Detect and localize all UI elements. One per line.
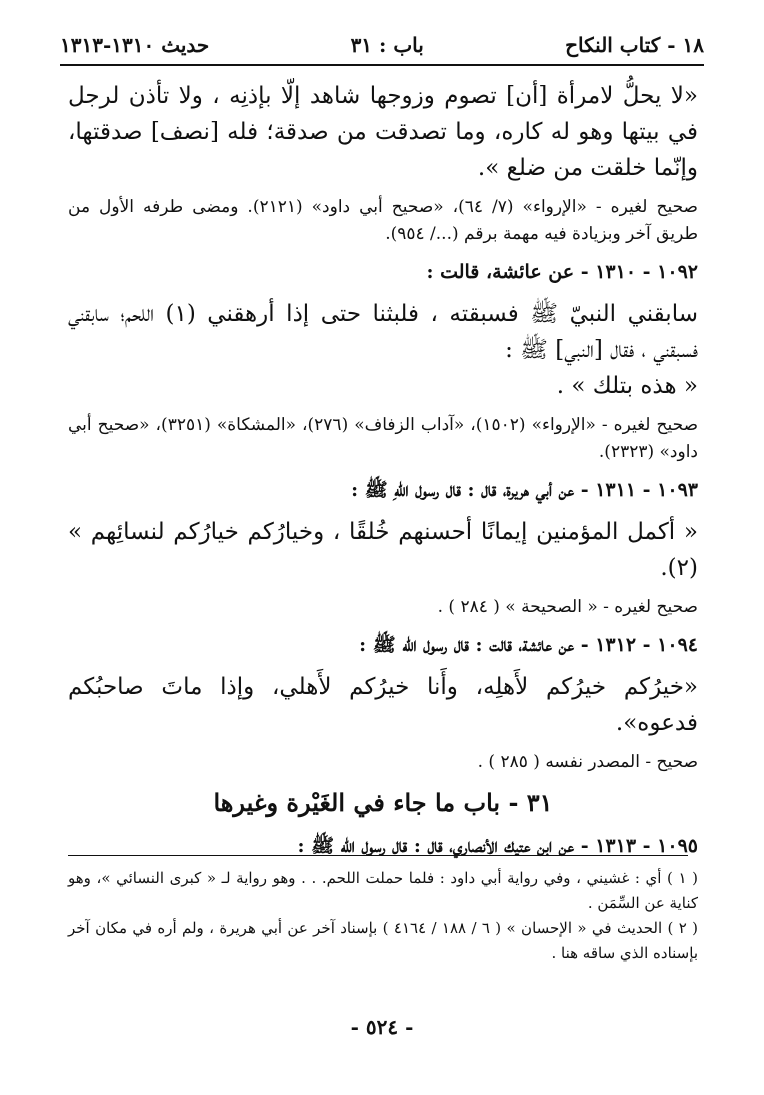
header-hadith-range: حديث ١٣١٠-١٣١٣: [60, 33, 210, 57]
hadith-text: سابقني النبيّ ﷺ فسبقته ، فلبثنا حتى إذا أرهقني (١) اللحم؛ سابقني فسبقني ، فقال [النبي] ﷺ :: [68, 301, 698, 363]
hadith-isnad: ١٠٩٢ - ١٣١٠ - عن عائشة، قالت :: [426, 261, 698, 283]
hadith-text: « أكمل المؤمنين إيمانًا أحسنهم خُلقًا ، وخيارُكم خيارُكم لنسائِهم » (٢).: [68, 519, 698, 581]
grade-note: صحيح لغيره - «الإرواء» (٧/ ٦٤)، «صحيح أبي داود» (٢١٢١). ومضى طرفه الأول من طريق آخر وبزيادة فيه مهمة برقم (.../ ٩٥٤).: [68, 197, 698, 244]
header-section: باب : ٣١: [350, 33, 424, 57]
header-rule: [60, 64, 704, 66]
grade-note: صحيح لغيره - «الإرواء» (١٥٠٢)، «آداب الزفاف» (٢٧٦)، «المشكاة» (٣٢٥١)، «صحيح أبي داود» (٢٣٢٣).: [68, 415, 698, 462]
footnote: ( ٢ ) الحديث في « الإحسان » ( ٦ / ١٨٨ / ٤١٦٤ ) بإسناد آخر عن أبي هريرة ، ولم أره في مكان آخر بإسناده الذي ساقه هنا .: [68, 919, 698, 962]
hadith-isnad: ١٠٩٤ - ١٣١٢ - عن عائشة، قالت : قال رسول الله ﷺ :: [359, 634, 698, 656]
chapter-title: ٣١ - باب ما جاء في الغَيْرة وغيرها: [213, 788, 553, 817]
main-text: [68, 78, 698, 860]
page-number: - ٥٢٤ -: [350, 1015, 414, 1039]
footnote: ( ١ ) أي : غشيني ، وفي رواية أبي داود : فلما حملت اللحم. . . وهو رواية لـ « كبرى النسائي »، وهو كناية عن السِّمَن .: [68, 869, 699, 912]
grade-note: صحيح لغيره - « الصحيحة » ( ٢٨٤ ) .: [437, 597, 698, 617]
hadith-isnad: ١٠٩٣ - ١٣١١ - عن أبي هريرة، قال : قال رسول اللهِ ﷺ :: [351, 479, 698, 501]
running-header: [60, 28, 704, 62]
footnotes: [68, 866, 698, 966]
hadith-text: «لا يحلُّ لامرأة [أن] تصوم وزوجها شاهد إلّا بإذنِه ، ولا تأذن لرجل في بيتها وهو له كاره، وما تصدقت من صدقة؛ فله [نصف] صدقتها، وإنّما خلقت من ضلع ».: [68, 83, 698, 181]
header-chapter: ١٨ - كتاب النكاح: [565, 33, 704, 57]
hadith-text: «خيرُكم خيرُكم لأَهلِه، وأَنا خيرُكم لأَهلي، وإذا ماتَ صاحبُكم فدعوه».: [68, 674, 698, 736]
hadith-text: « هذه بتلك » .: [556, 373, 698, 399]
hadith-isnad: ١٠٩٥ - ١٣١٣ - عن ابن عتيك الأنصاري، قال : قال رسول الله ﷺ :: [297, 835, 698, 857]
grade-note: صحيح - المصدر نفسه ( ٢٨٥ ) .: [477, 752, 698, 772]
footnote-rule: [68, 855, 688, 856]
